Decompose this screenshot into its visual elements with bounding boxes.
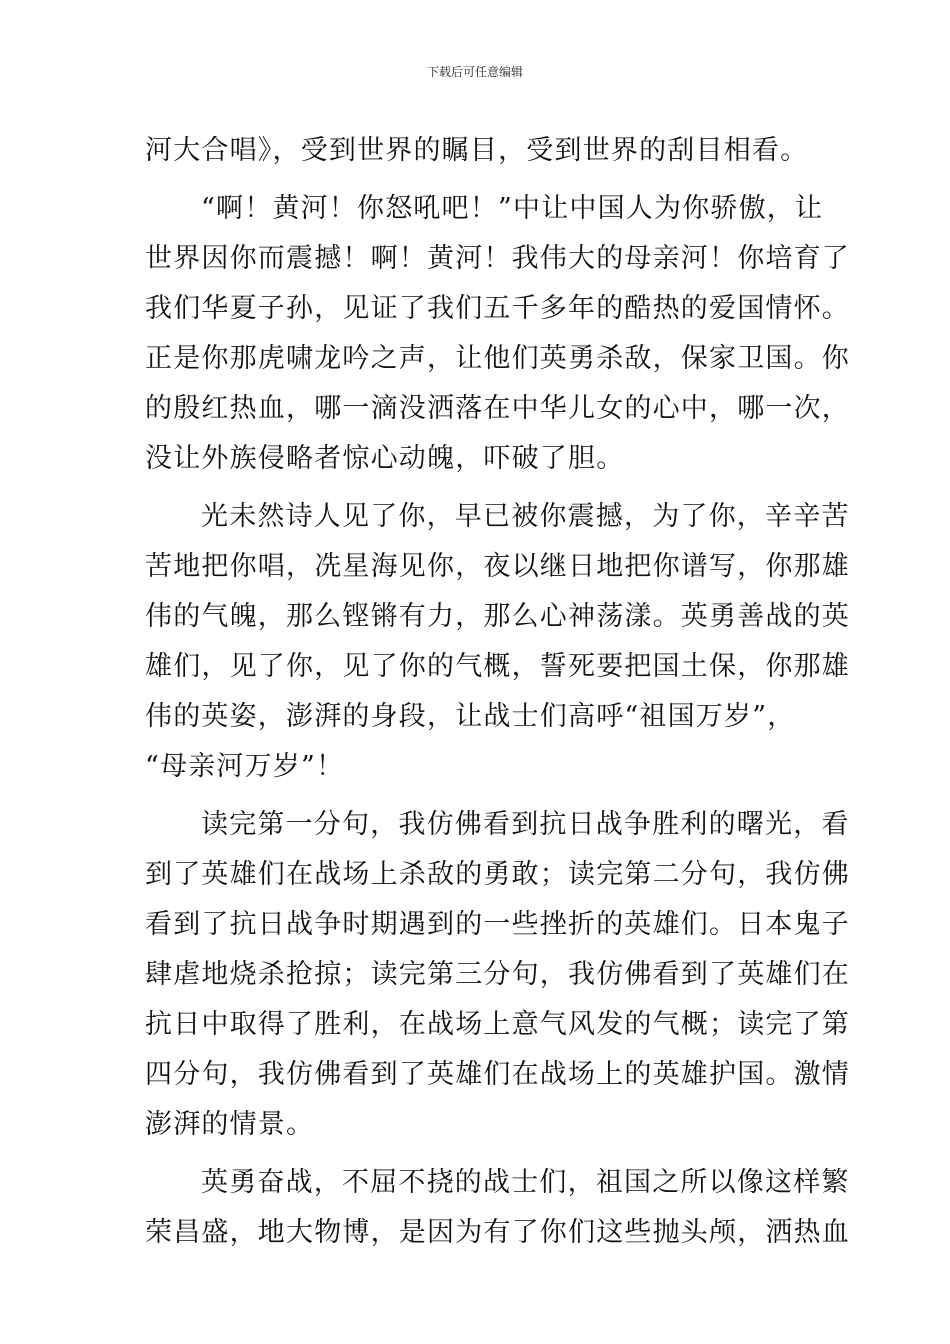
paragraph	[145, 1158, 850, 1258]
text-line: 四分句，我仿佛看到了英雄们在战场上的英雄护国。激情	[145, 1059, 850, 1090]
paragraph	[145, 800, 850, 1150]
text-line: 光未然诗人见了你，早已被你震撼，为了你，辛辛苦	[201, 501, 850, 532]
text-line: 河大合唱》，受到世界的瞩目，受到世界的刮目相看。	[145, 135, 809, 166]
text-line: 读完第一分句，我仿佛看到抗日战争胜利的曙光，看	[201, 809, 850, 840]
text-line: 抗日中取得了胜利，在战场上意气风发的气概；读完了第	[145, 1009, 850, 1040]
text-line: 苦地把你唱，冼星海见你，夜以继日地把你谱写，你那雄	[145, 551, 850, 582]
text-line: 没让外族侵略者惊心动魄，吓破了胆。	[145, 443, 625, 474]
text-line: “母亲河万岁”！	[145, 751, 345, 782]
text-line: 英勇奋战，不屈不挠的战士们，祖国之所以像这样繁	[201, 1167, 850, 1198]
text-line: 的殷红热血，哪一滴没洒落在中华儿女的心中，哪一次，	[145, 393, 850, 424]
page-header: 下载后可任意编辑	[426, 65, 523, 79]
text-line: 伟的英姿，澎湃的身段，让战士们高呼“祖国万岁”，	[145, 701, 796, 732]
text-line: 荣昌盛，地大物博，是因为有了你们这些抛头颅，洒热血	[145, 1217, 850, 1248]
text-line: 雄们，见了你，见了你的气概，誓死要把国土保，你那雄	[145, 651, 850, 682]
text-line: 澎湃的情景。	[145, 1109, 315, 1140]
text-line: 看到了抗日战争时期遇到的一些挫折的英雄们。日本鬼子	[145, 909, 850, 940]
text-line: 世界因你而震撼！啊！黄河！我伟大的母亲河！你培育了	[145, 243, 850, 274]
text-line: “啊！黄河！你怒吼吧！”中让中国人为你骄傲，让	[201, 193, 824, 224]
text-line: 伟的气魄，那么铿锵有力，那么心神荡漾。英勇善战的英	[145, 601, 850, 632]
text-line: 正是你那虎啸龙吟之声，让他们英勇杀敌，保家卫国。你	[145, 343, 850, 374]
paragraph	[145, 492, 850, 792]
text-line: 我们华夏子孙，见证了我们五千多年的酷热的爱国情怀。	[145, 293, 850, 324]
text-line: 到了英雄们在战场上杀敌的勇敢；读完第二分句，我仿佛	[145, 859, 850, 890]
paragraph	[145, 184, 850, 484]
text-line: 肆虐地烧杀抢掠；读完第三分句，我仿佛看到了英雄们在	[145, 959, 850, 990]
document-body	[145, 126, 850, 1258]
paragraph	[145, 126, 807, 176]
